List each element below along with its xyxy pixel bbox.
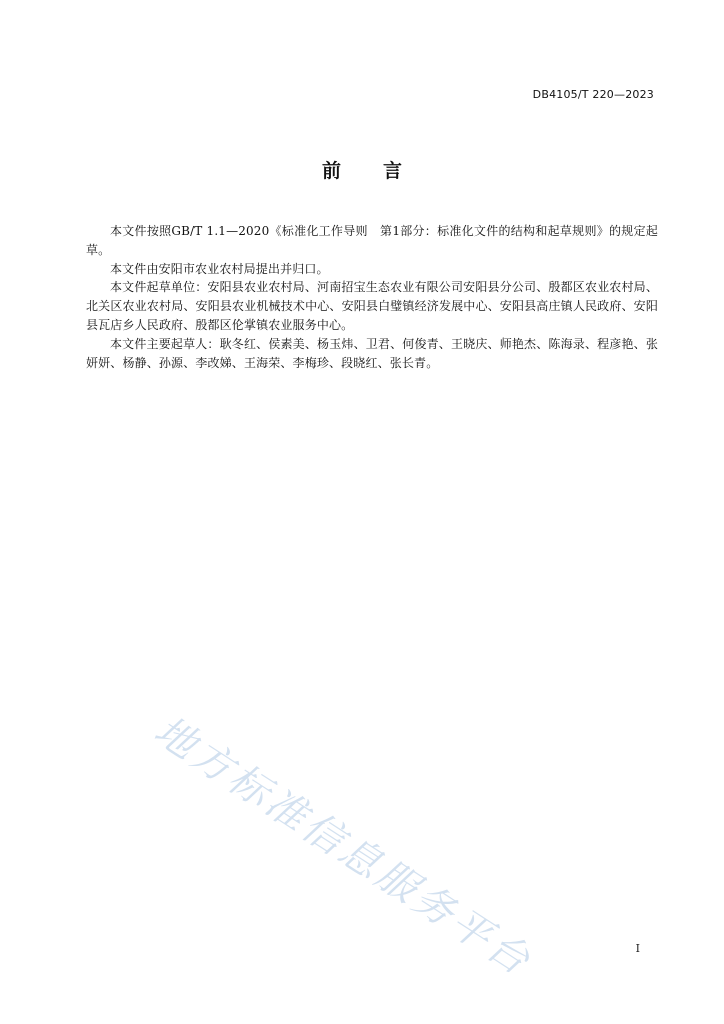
page-title: 前言: [321, 160, 444, 182]
paragraph-proposer: 本文件由安阳市农业农村局提出并归口。: [110, 261, 329, 276]
page-number: I: [635, 942, 640, 955]
paragraph-drafting-rules: 本文件按照GB/T 1.1—2020《标准化工作导则 第1部分：标准化文件的结构和起草规则》的规定起草。: [86, 224, 658, 257]
foreword-body: [86, 222, 658, 372]
watermark: 地方标准信息服务平台: [146, 707, 541, 986]
paragraph-drafting-units: 本文件起草单位：安阳县农业农村局、河南招宝生态农业有限公司安阳县分公司、殷都区农业农村局、北关区农业农村局、安阳县农业机械技术中心、安阳县白璧镇经济发展中心、安阳县高庄镇人民政府、安阳县瓦店乡人民政府、殷都区伦掌镇农业服务中心。: [86, 280, 658, 332]
paragraph-drafters: 本文件主要起草人：耿冬红、侯素美、杨玉炜、卫君、何俊青、王晓庆、师艳杰、陈海录、程彦艳、张妍妍、杨静、孙源、李改娣、王海荣、李梅珍、段晓红、张长青。: [86, 336, 658, 370]
document-code: DB4105/T 220—2023: [532, 88, 654, 101]
